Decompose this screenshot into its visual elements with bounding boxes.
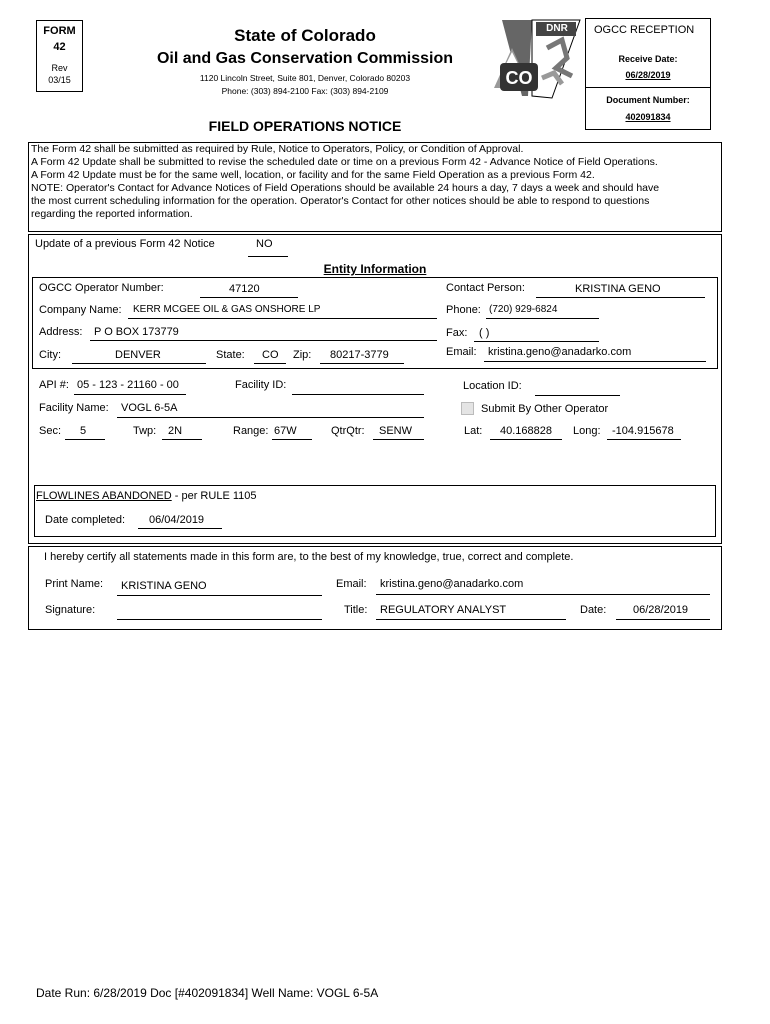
state-label: State: [216,349,245,361]
state-underline [254,363,286,364]
receive-date-label: Receive Date: [618,54,678,64]
date-completed-label: Date completed: [45,514,126,526]
address-label: Address: [39,326,83,338]
title-value[interactable]: REGULATORY ANALYST [380,604,507,616]
contact-person-value[interactable]: KRISTINA GENO [575,283,661,295]
flowlines-rule: - per RULE 1105 [171,490,257,502]
lat-value[interactable]: 40.168828 [500,425,552,437]
contact-person-underline [536,297,705,298]
certify-date-value[interactable]: 06/28/2019 [633,604,689,616]
api-label: API #: [39,379,69,391]
commission-address: 1120 Lincoln Street, Suite 801, Denver, Colorado 80203 [199,73,411,83]
operator-number-underline [200,297,298,298]
dnr-logo-text: DNR [546,23,568,34]
range-value[interactable]: 67W [274,425,297,437]
instructions-box [28,142,722,232]
signature-label: Signature: [45,604,96,616]
certification-statement: I hereby certify all statements made in this form are, to the best of my knowledge, true, correct and complete. [44,551,574,563]
state-value[interactable]: CO [262,349,279,361]
city-underline [72,363,206,364]
co-logo-text: CO [505,68,533,88]
certify-date-label: Date: [580,604,607,616]
receive-date: 06/28/2019 [625,70,671,80]
sec-label: Sec: [39,425,62,437]
dnr-logo [492,18,584,100]
document-number: 402091834 [625,112,671,122]
lat-underline [490,439,562,440]
instruction-line: the most current scheduling information for the operation. Operator's Contact for other notices should be able to respond to questions [31,195,650,207]
operator-number-value[interactable]: 47120 [229,283,260,295]
instruction-line: regarding the reported information. [31,208,193,220]
operator-number-label: OGCC Operator Number: [39,282,164,294]
address-value[interactable]: P O BOX 173779 [94,326,179,338]
city-label: City: [39,349,61,361]
commission-phone: Phone: (303) 894-2100 Fax: (303) 894-2109 [221,86,389,96]
title-underline [376,619,566,620]
update-underline [248,256,288,257]
api-underline [74,394,186,395]
facility-id-underline [292,394,424,395]
commission-title: Oil and Gas Conservation Commission [156,50,454,67]
zip-label: Zip: [293,349,312,361]
email-label: Email: [446,346,477,358]
qtrqtr-value[interactable]: SENW [379,425,412,437]
update-value[interactable]: NO [256,238,273,250]
form-label: FORM [43,25,76,37]
facility-id-label: Facility ID: [235,379,287,391]
fax-value[interactable]: ( ) [479,327,490,339]
instruction-line: NOTE: Operator's Contact for Advance Notices of Field Operations should be available 24 hours a day, 7 days a week and should have [31,182,660,194]
twp-label: Twp: [133,425,157,437]
submit-other-label: Submit By Other Operator [481,403,609,415]
certify-email-value[interactable]: kristina.geno@anadarko.com [380,578,524,590]
instruction-line: A Form 42 Update must be for the same well, location, or facility and for the same Field Operation as a previous Form 42. [31,169,595,181]
long-label: Long: [573,425,601,437]
fax-label: Fax: [446,327,468,339]
date-completed-value[interactable]: 06/04/2019 [149,514,205,526]
twp-value[interactable]: 2N [168,425,183,437]
facility-name-label: Facility Name: [39,402,109,414]
city-value[interactable]: DENVER [115,349,161,361]
document-number-label: Document Number: [606,95,690,105]
range-underline [272,439,312,440]
state-title: State of Colorado [234,26,376,45]
print-name-label: Print Name: [45,578,104,590]
title-label: Title: [344,604,368,616]
phone-label: Phone: [446,304,481,316]
contact-person-label: Contact Person: [446,282,525,294]
reception-divider [586,87,710,88]
long-value[interactable]: -104.915678 [612,425,674,437]
instruction-line: The Form 42 shall be submitted as required by Rule, Notice to Operators, Policy, or Condition of Approval. [31,143,524,155]
certify-email-underline [376,594,710,595]
entity-heading: Entity Information [323,262,427,276]
rev-date: 03/15 [48,75,71,85]
api-value[interactable]: 05 - 123 - 21160 - 00 [77,379,179,391]
qtrqtr-label: QtrQtr: [331,425,365,437]
form-title: FIELD OPERATIONS NOTICE [208,118,402,134]
date-completed-underline [138,528,222,529]
print-name-underline [117,595,322,596]
phone-underline [486,318,599,319]
update-label: Update of a previous Form 42 Notice [35,238,215,250]
company-name-label: Company Name: [39,304,122,316]
twp-underline [162,439,202,440]
zip-value[interactable]: 80217-3779 [330,349,389,361]
print-name-value[interactable]: KRISTINA GENO [121,580,207,592]
lat-label: Lat: [464,425,483,437]
rev-label: Rev [51,63,68,73]
range-label: Range: [233,425,269,437]
qtrqtr-underline [373,439,424,440]
sec-underline [65,439,105,440]
long-underline [607,439,681,440]
signature-underline [117,619,322,620]
company-name-underline [128,318,437,319]
instruction-line: A Form 42 Update shall be submitted to revise the scheduled date or time on a previous Form 42 - Advance Notice of Field Operations. [31,156,658,168]
footer-run-info: Date Run: 6/28/2019 Doc [#402091834] Well Name: VOGL 6-5A [36,986,379,1000]
email-underline [484,361,706,362]
location-id-underline [535,395,620,396]
email-value[interactable]: kristina.geno@anadarko.com [488,346,632,358]
zip-underline [320,363,404,364]
flowlines-title [36,490,257,502]
submit-other-checkbox[interactable] [461,402,474,415]
location-id-label: Location ID: [463,380,522,392]
reception-title: OGCC RECEPTION [594,24,695,36]
reception-box [585,18,711,130]
certify-date-underline [616,619,710,620]
company-name-value[interactable]: KERR MCGEE OIL & GAS ONSHORE LP [133,304,321,315]
facility-name-underline [117,417,424,418]
flowlines-title-text: FLOWLINES ABANDONED [36,490,172,502]
fax-underline [474,341,599,342]
form-number-box [36,20,83,92]
form-number: 42 [53,41,66,53]
certify-email-label: Email: [336,578,367,590]
phone-value[interactable]: (720) 929-6824 [489,304,558,315]
sec-value[interactable]: 5 [80,425,87,437]
address-underline [90,340,437,341]
facility-name-value[interactable]: VOGL 6-5A [121,402,178,414]
